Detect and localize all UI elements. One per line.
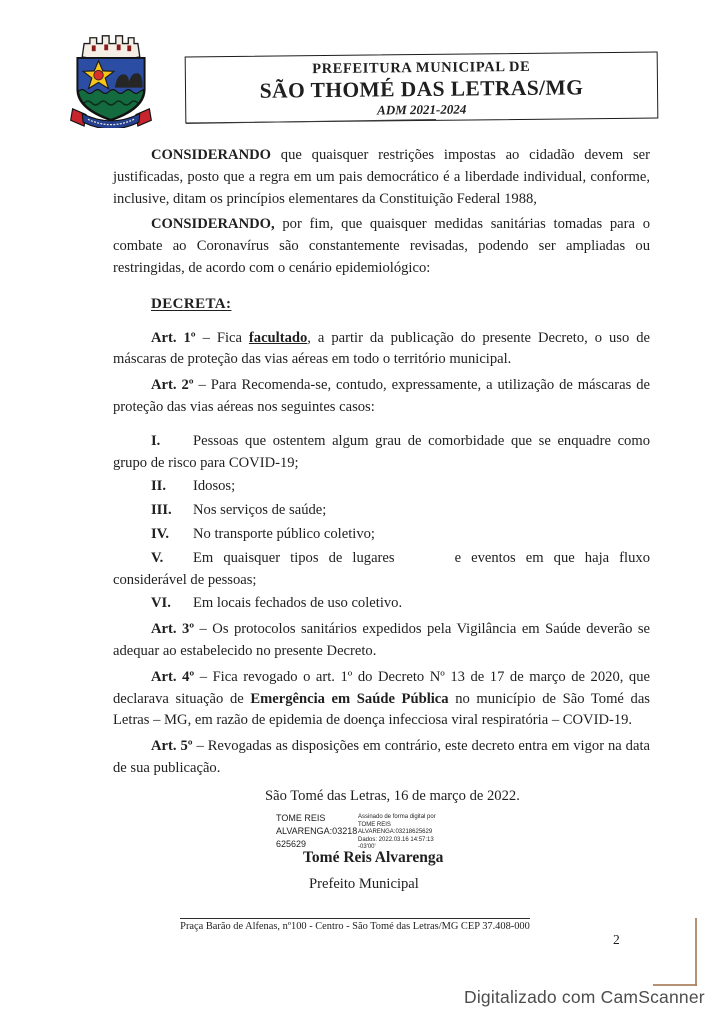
date-line: São Tomé das Letras, 16 de março de 2022. bbox=[265, 788, 520, 804]
municipal-coat-of-arms-icon bbox=[62, 32, 160, 128]
article-2: Art. 2º – Para Recomenda-se, contudo, expressamente, a utilização de máscaras de proteção das vias aéreas nos seguintes casos: bbox=[113, 377, 650, 415]
list-item-5: V. Em quaisquer tipos de lugares e eventos em que haja fluxo considerável de pessoas; bbox=[113, 549, 650, 588]
footer-address: Praça Barão de Alfenas, nº100 - Centro - São Tomé das Letras/MG CEP 37.408-000 bbox=[180, 918, 530, 932]
camscanner-watermark: Digitalizado com CamScanner bbox=[464, 987, 705, 1007]
paragraph-considerando-2: CONSIDERANDO, por fim, que quaisquer medidas sanitárias tomadas para o combate ao Coronavírus são constantemente revisadas, podendo ser ampliadas ou restringidas, de acordo com o cenário epidemiológico: bbox=[113, 216, 650, 276]
administration-term: ADM 2021-2024 bbox=[377, 101, 467, 118]
scan-page-edge-vertical bbox=[695, 918, 697, 986]
digital-signature-stamp: TOME REIS ALVARENGA:03218 625629 bbox=[276, 813, 358, 849]
org-name-line2: SÃO THOMÉ DAS LETRAS/MG bbox=[259, 75, 584, 103]
list-item-1: I. Pessoas que ostentem algum grau de comorbidade que se enquadre como grupo de risco para COVID-19; bbox=[113, 432, 650, 471]
article-5: Art. 5º – Revogadas as disposições em contrário, este decreto entra em vigor na data de sua publicação. bbox=[113, 738, 650, 776]
signer-title: Prefeito Municipal bbox=[309, 876, 419, 892]
emphasized-term: Emergência em Saúde Pública bbox=[250, 690, 449, 707]
list-item-2: II. Idosos; bbox=[151, 478, 236, 495]
letterhead-box bbox=[185, 52, 659, 124]
emphasized-term: facultado bbox=[248, 329, 308, 346]
paragraph-considerando-1: CONSIDERANDO que quaisquer restrições impostas ao cidadão devem ser justificadas, posto que a regra em um pais democrático é a liberdade individual, conforme, inclusive, ditam os princípios elementares da Constituição Federal 1988, bbox=[113, 147, 650, 207]
list-item-3: III. Nos serviços de saúde; bbox=[151, 502, 327, 519]
article-4: Art. 4º – Fica revogado o art. 1º do Decreto Nº 13 de 17 de março de 2020, que declarava situação de Emergência em Saúde Pública no município de São Tomé das Letras – MG, em razão de epidemia de doença infecciosa viral respiratória – COVID-19. bbox=[113, 668, 650, 729]
signer-name: Tomé Reis Alvarenga bbox=[303, 849, 444, 866]
article-3: Art. 3º – Os protocolos sanitários expedidos pela Vigilância em Saúde deverão se adequar ao estabelecido no presente Decreto. bbox=[113, 621, 650, 659]
list-item-4: IV. No transporte público coletivo; bbox=[151, 525, 375, 542]
article-1: Art. 1º – Fica facultado, a partir da publicação do presente Decreto, o uso de máscaras de proteção das vias aéreas em todo o território municipal. bbox=[113, 329, 650, 368]
decree-body bbox=[113, 145, 650, 784]
digital-signature-details: Assinado de forma digital por TOME REIS ALVARENGA:03218625629 Dados: 2022.03.16 14:57:13 -03'00' bbox=[358, 814, 436, 851]
org-name-line1: PREFEITURA MUNICIPAL DE bbox=[312, 58, 531, 78]
decreta-heading: DECRETA: bbox=[151, 295, 232, 312]
scan-page-edge-horizontal bbox=[653, 984, 697, 986]
considerando-lead: CONSIDERANDO, bbox=[151, 216, 275, 233]
page-number: 2 bbox=[613, 932, 620, 947]
list-item-6: VI. Em locais fechados de uso coletivo. bbox=[151, 595, 403, 612]
considerando-lead: CONSIDERANDO bbox=[151, 147, 272, 163]
